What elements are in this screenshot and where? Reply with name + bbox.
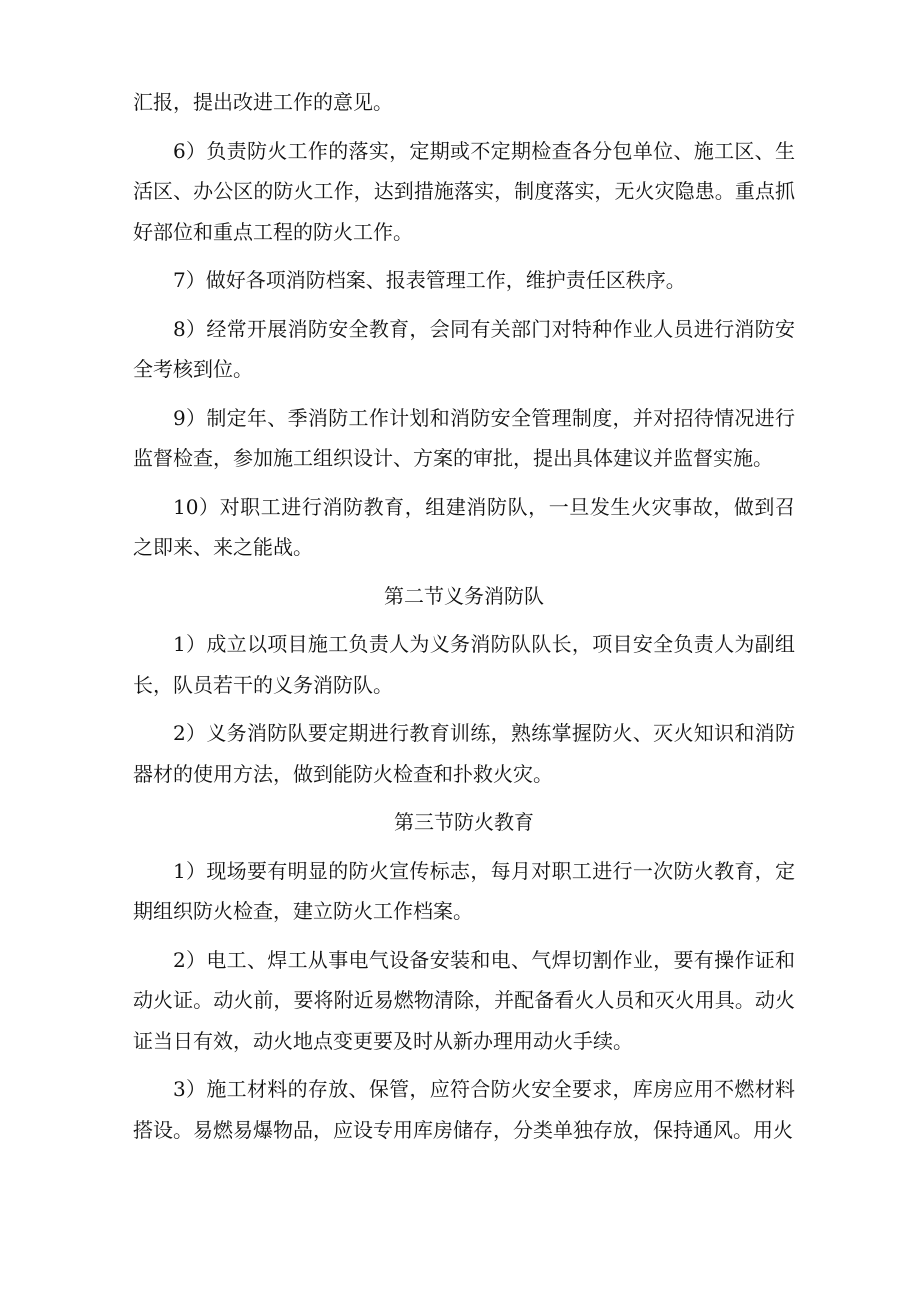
paragraph-item-10: 10）对职工进行消防教育，组建消防队，一旦发生火灾事故，做到召之即来、来之能战。 — [133, 494, 795, 559]
section-heading-volunteer-fire-brigade: 第二节义务消防队 — [384, 583, 544, 608]
paragraph-brigade-2: 2）义务消防队要定期进行教育训练，熟练掌握防火、灭火知识和消防器材的使用方法，做到能防火检查和扑救火灾。 — [133, 721, 795, 786]
paragraph-education-3: 3）施工材料的存放、保管，应符合防火安全要求，库房应用不燃材料搭设。易燃易爆物品，应设专用库房储存，分类单独存放，保持通风。用火 — [133, 1077, 795, 1142]
section-heading-fire-education: 第三节防火教育 — [394, 810, 534, 834]
paragraph-education-2: 2）电工、焊工从事电气设备安装和电、气焊切割作业，要有操作证和动火证。动火前，要将附近易燃物清除，并配备看火人员和灭火用具。动火证当日有效，动火地点变更要及时从新办理用动火手续。 — [133, 947, 795, 1053]
paragraph-education-1: 1）现场要有明显的防火宣传标志，每月对职工进行一次防火教育，定期组织防火检查，建立防火工作档案。 — [133, 858, 795, 923]
paragraph-item-9: 9）制定年、季消防工作计划和消防安全管理制度，并对招待情况进行监督检查，参加施工组织设计、方案的审批，提出具体建议并监督实施。 — [133, 405, 795, 470]
paragraph-item-8: 8）经常开展消防安全教育，会同有关部门对特种作业人员进行消防安全考核到位。 — [133, 316, 795, 381]
paragraph-brigade-1: 1）成立以项目施工负责人为义务消防队队长，项目安全负责人为副组长，队员若干的义务消防队。 — [133, 632, 795, 697]
paragraph-item-7: 7）做好各项消防档案、报表管理工作，维护责任区秩序。 — [173, 268, 686, 292]
paragraph-item-6: 6）负责防火工作的落实，定期或不定期检查各分包单位、施工区、生活区、办公区的防火工作，达到措施落实，制度落实，无火灾隐患。重点抓好部位和重点工程的防火工作。 — [133, 138, 795, 244]
paragraph-continuation: 汇报，提出改进工作的意见。 — [133, 90, 393, 114]
document-body — [133, 82, 795, 1158]
